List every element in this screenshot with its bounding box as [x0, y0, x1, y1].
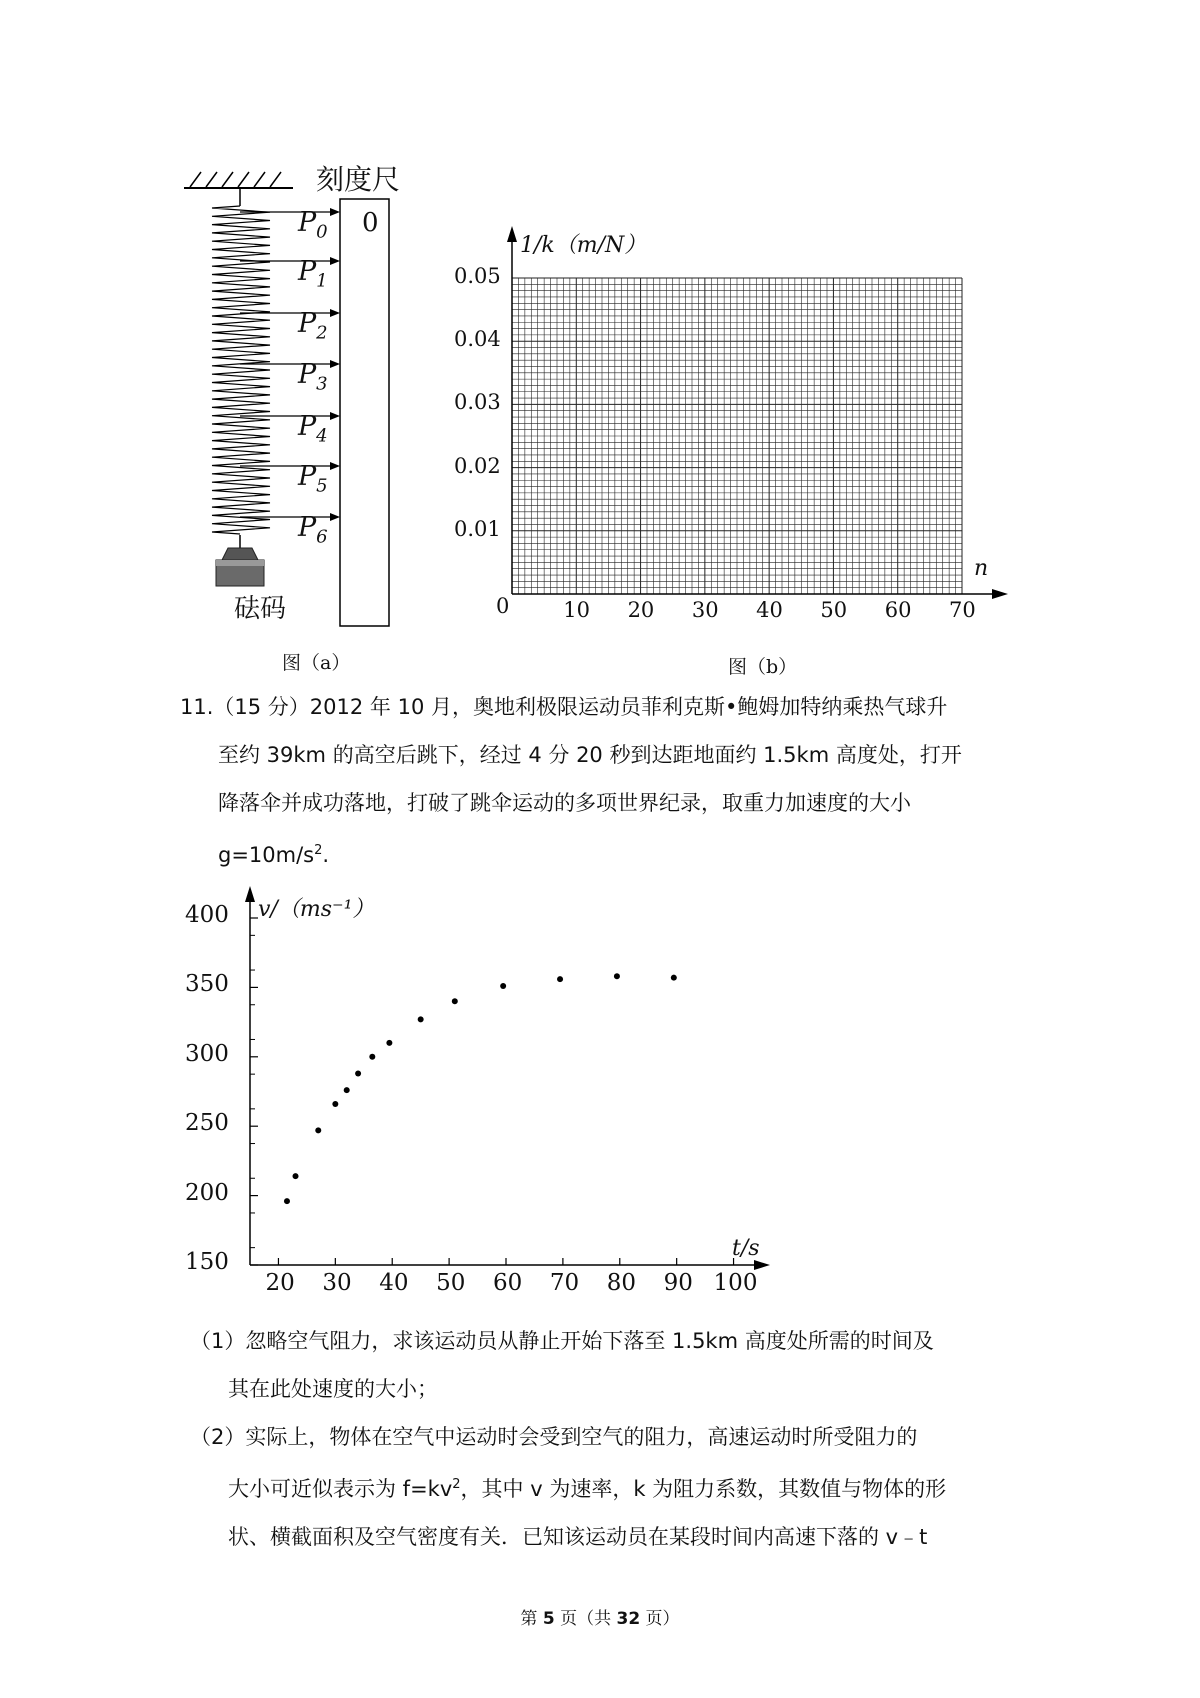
pointer-letter: P [298, 461, 317, 492]
figure-b-xtick: 30 [691, 598, 719, 622]
pointer-subscript: 5 [316, 475, 328, 497]
pointer-subscript: 2 [316, 322, 328, 344]
vt-data-point [355, 1070, 361, 1076]
pointer-letter: P [298, 207, 317, 238]
vt-data-point [386, 1040, 392, 1046]
q1-line-1: （1）忽略空气阻力，求该运动员从静止开始下落至 1.5km 高度处所需的时间及 [190, 1329, 934, 1353]
pointer-subscript: 3 [316, 373, 328, 395]
figure-b-ytick: 0.02 [454, 453, 501, 478]
figure-b-ytick: 0.05 [454, 264, 501, 288]
gravity-value: g=10m/s [218, 843, 315, 867]
q2-line-2 [190, 1461, 1050, 1513]
vt-data-point [500, 983, 506, 989]
problem-line-2: 至约 39km 的高空后跳下，经过 4 分 20 秒到达距地面约 1.5km 高度处，打开 [218, 743, 962, 767]
vt-data-point [452, 998, 458, 1004]
vt-ytick-label: 350 [185, 971, 229, 998]
q2-line-1: （2）实际上，物体在空气中运动时会受到空气的阻力，高速运动时所受阻力的 [190, 1425, 918, 1449]
vt-xtick-label: 100 [713, 1270, 758, 1296]
footer-pre: 第 [520, 1609, 543, 1629]
figure-b-xtick: 10 [563, 598, 591, 622]
footer-post: 页） [640, 1609, 680, 1629]
vt-data-point [284, 1198, 290, 1204]
vt-ytick-label: 300 [185, 1040, 229, 1067]
questions [190, 1317, 1050, 1561]
vt-xtick-label: 70 [549, 1270, 580, 1296]
gravity-exponent: 2 [314, 843, 323, 858]
figure-b-ytick: 0.03 [454, 390, 501, 415]
footer-page: 5 [542, 1609, 555, 1629]
page-footer [0, 1604, 1200, 1629]
figure-b-ytick: 0.04 [454, 327, 501, 352]
problem-line-3: 降落伞并成功落地，打破了跳伞运动的多项世界纪录，取重力加速度的大小 [218, 791, 911, 815]
vt-data-point [315, 1127, 321, 1133]
vt-data-point [332, 1101, 338, 1107]
pointer-letter: P [298, 308, 317, 339]
vt-ytick-label: 200 [185, 1179, 229, 1206]
figure-b-xtick: 20 [627, 598, 655, 622]
vt-xtick-label: 30 [322, 1270, 352, 1296]
figure-b-xlabel: n [974, 556, 989, 581]
figure-b-xtick: 40 [756, 598, 783, 622]
problem-line-1: 11.（15 分）2012 年 10 月，奥地利极限运动员菲利克斯•鲍姆加特纳乘热气球升 [180, 695, 948, 719]
vt-xtick-label: 90 [663, 1270, 693, 1296]
figure-b-xtick: 60 [884, 598, 912, 622]
figure-b-origin: 0 [496, 594, 510, 618]
figure-b-caption: 图（b） [728, 656, 798, 678]
vt-data-point [671, 975, 677, 981]
vt-ytick-label: 400 [185, 902, 229, 928]
vt-xtick-label: 80 [606, 1270, 637, 1296]
vt-data-point [418, 1016, 424, 1022]
figure-a-caption: 图（a） [282, 652, 351, 674]
pointer-subscript: 6 [316, 526, 328, 548]
figure-b-xtick: 50 [820, 598, 848, 622]
pointer-letter: P [298, 512, 317, 543]
q2-formula-exponent: 2 [452, 1477, 461, 1492]
vt-ylabel: v/（ms⁻¹） [258, 897, 375, 922]
vt-xtick-label: 40 [379, 1270, 409, 1296]
vt-data-point [557, 976, 563, 982]
vt-xtick-label: 60 [493, 1270, 523, 1296]
vt-data-point [369, 1054, 375, 1060]
q2-formula: 大小可近似表示为 f=kv [228, 1477, 453, 1501]
vt-data-point [614, 973, 620, 979]
q1-line-2: 其在此处速度的大小； [228, 1377, 438, 1401]
vt-x-axis-arrow [754, 1260, 770, 1270]
figure-b-ylabel: 1/k（m/N） [520, 233, 647, 258]
pointer-letter: P [298, 411, 317, 442]
vt-xtick-label: 50 [436, 1270, 466, 1296]
pointer-subscript: 4 [316, 425, 328, 447]
ruler-zero: 0 [362, 208, 379, 238]
pointer-subscript: 0 [316, 221, 328, 243]
footer-mid: 页（共 [554, 1609, 617, 1629]
vt-data-point [293, 1173, 299, 1179]
weight-label: 砝码 [234, 594, 287, 624]
pointer-letter: P [298, 256, 317, 287]
gravity-period: . [322, 843, 330, 867]
pointer-letter: P [298, 359, 317, 390]
vt-xtick-label: 20 [265, 1270, 295, 1296]
figure-b-xtick: 70 [949, 598, 976, 622]
q2-line-3: 状、横截面积及空气密度有关．已知该运动员在某段时间内高速下落的 v﹣t [228, 1525, 928, 1549]
figure-b-ytick: 0.01 [454, 516, 501, 541]
vt-data-point [344, 1087, 350, 1093]
vt-ytick-label: 250 [185, 1110, 229, 1137]
vt-y-axis-arrow [245, 886, 255, 902]
pointer-subscript: 1 [316, 270, 328, 292]
ruler-label: 刻度尺 [316, 163, 401, 196]
q2-line-2-rest: ，其中 v 为速率，k 为阻力系数，其数值与物体的形 [460, 1477, 947, 1501]
vt-xlabel: t/s [732, 1236, 760, 1261]
footer-total: 32 [616, 1609, 641, 1629]
vt-ytick-label: 150 [185, 1249, 229, 1275]
